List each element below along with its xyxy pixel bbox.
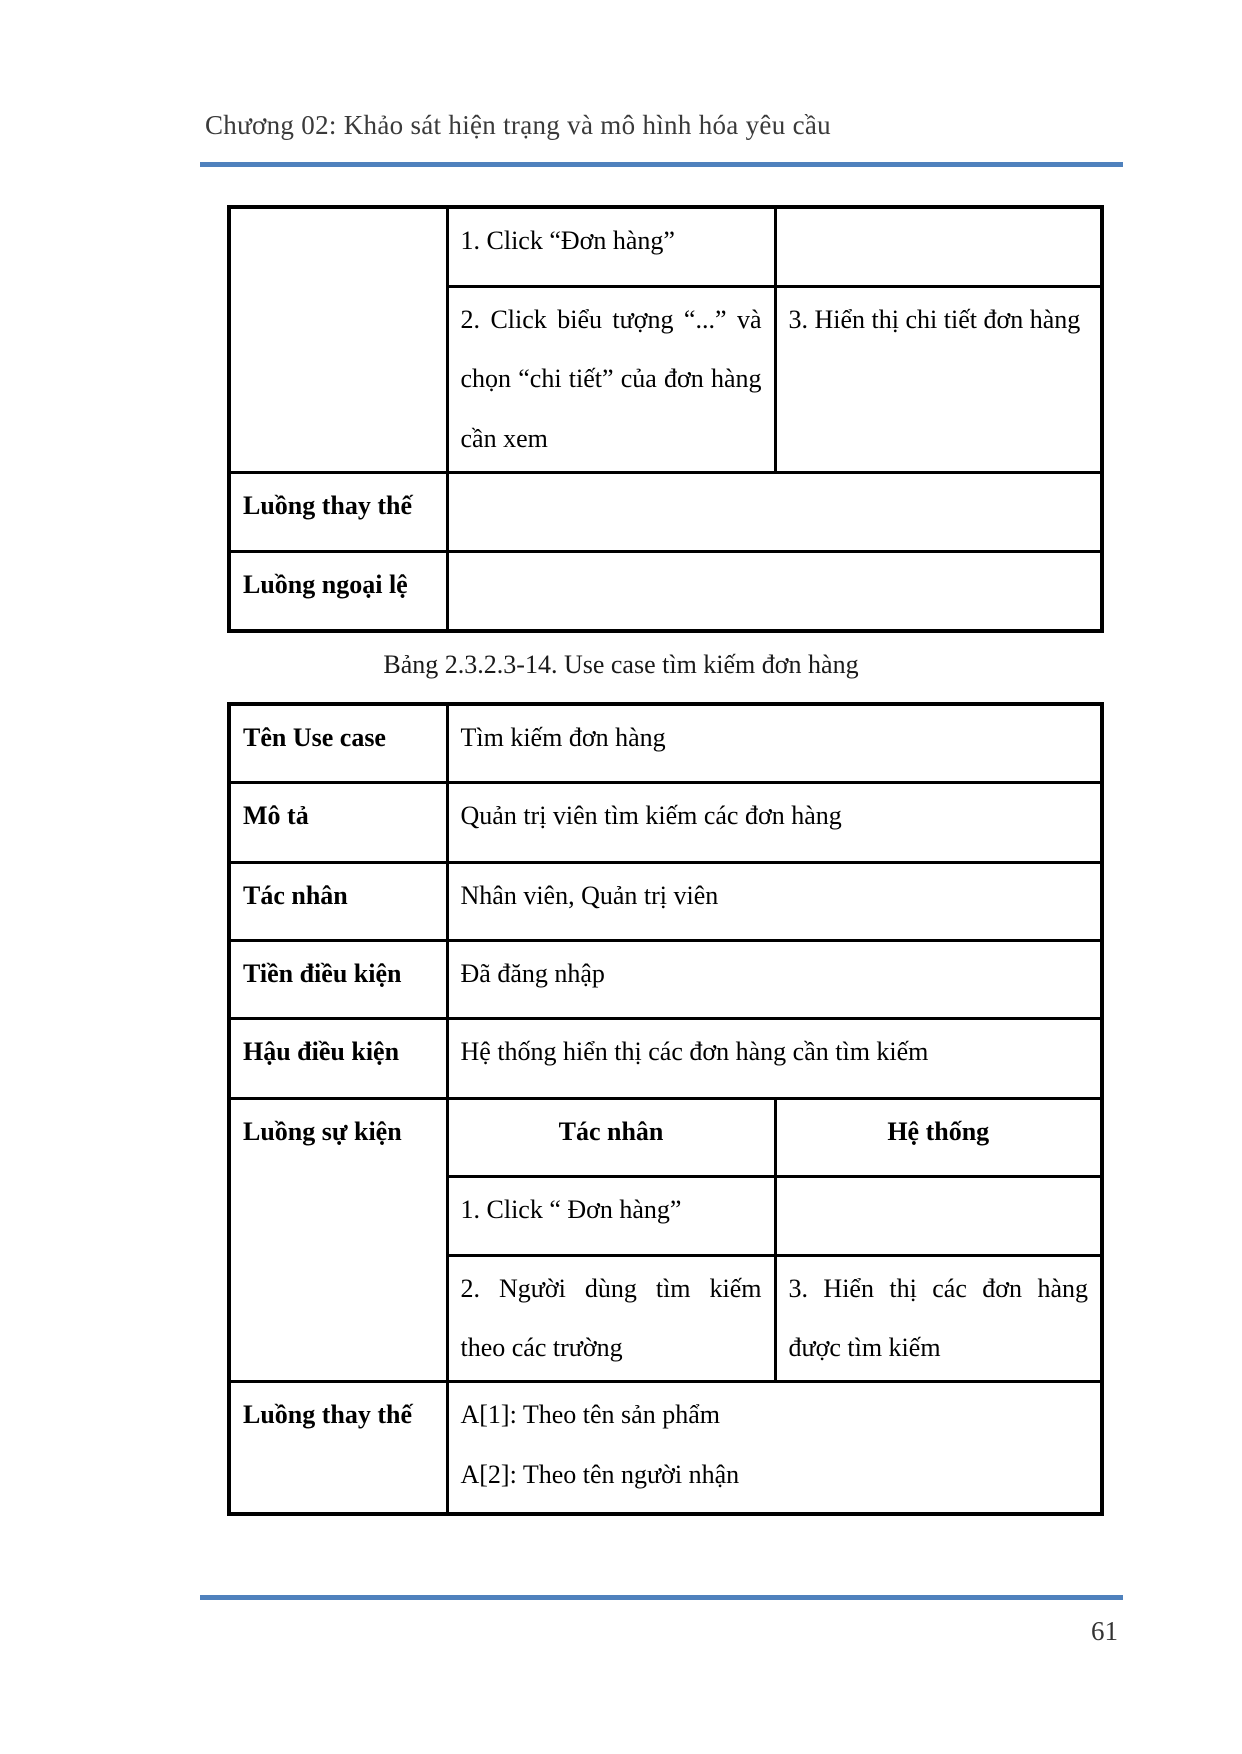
t2-row-label: Tác nhân bbox=[229, 862, 447, 940]
t2-step1-actor-cell: 1. Click “ Đơn hàng” bbox=[447, 1176, 775, 1255]
t2-event-flow-system-header: Hệ thống bbox=[775, 1098, 1102, 1176]
t1-step1-system-cell bbox=[775, 207, 1102, 286]
t1-exception-flow-value-cell bbox=[447, 551, 1102, 631]
t1-alt-flow-label: Luồng thay thế bbox=[229, 472, 447, 551]
t2-row-value: Đã đăng nhập bbox=[447, 940, 1102, 1018]
t2-alt-flow-label: Luồng thay thế bbox=[229, 1382, 447, 1514]
t2-row-label: Tên Use case bbox=[229, 704, 447, 782]
t2-row-value: Quản trị viên tìm kiếm các đơn hàng bbox=[447, 782, 1102, 862]
t2-alt-flow-value-cell bbox=[447, 1382, 1102, 1514]
t1-step2-system-cell: 3. Hiển thị chi tiết đơn hàng bbox=[775, 286, 1102, 472]
t2-row-label: Tiền điều kiện bbox=[229, 940, 447, 1018]
t1-step1-actor-cell: 1. Click “Đơn hàng” bbox=[447, 207, 775, 286]
event-flow-empty-label-cell bbox=[229, 207, 447, 472]
t2-event-flow-label: Luồng sự kiện bbox=[229, 1098, 447, 1382]
t1-exception-flow-label: Luồng ngoại lệ bbox=[229, 551, 447, 631]
t2-step2-actor-cell: 2. Người dùng tìm kiếm theo các trường bbox=[447, 1255, 775, 1382]
footer-rule bbox=[200, 1595, 1123, 1600]
t2-row-label: Hậu điều kiện bbox=[229, 1018, 447, 1098]
t1-alt-flow-value-cell bbox=[447, 472, 1102, 551]
table-caption: Bảng 2.3.2.3-14. Use case tìm kiếm đơn hàng bbox=[383, 650, 859, 679]
t2-row-label: Mô tả bbox=[229, 782, 447, 862]
t2-row-value: Nhân viên, Quản trị viên bbox=[447, 862, 1102, 940]
t2-alt-flow-line1: A[1]: Theo tên sản phẩm bbox=[460, 1400, 720, 1430]
t2-alt-flow-line2: A[2]: Theo tên người nhận bbox=[460, 1459, 740, 1489]
use-case-continuation-table bbox=[227, 205, 1104, 633]
t1-step2-actor-cell: 2. Click biểu tượng “...” và chọn “chi tiết” của đơn hàng cần xem bbox=[447, 286, 775, 472]
header-rule bbox=[200, 162, 1123, 167]
t2-event-flow-actor-header: Tác nhân bbox=[447, 1098, 775, 1176]
t2-step2-system-cell: 3. Hiển thị các đơn hàng được tìm kiếm bbox=[775, 1255, 1102, 1382]
t2-row-value: Hệ thống hiển thị các đơn hàng cần tìm kiếm bbox=[447, 1018, 1102, 1098]
chapter-header: Chương 02: Khảo sát hiện trạng và mô hình hóa yêu cầu bbox=[205, 110, 831, 140]
page-number: 61 bbox=[1091, 1616, 1118, 1646]
t2-row-value: Tìm kiếm đơn hàng bbox=[447, 704, 1102, 782]
use-case-table bbox=[227, 702, 1104, 1516]
t2-step1-system-cell bbox=[775, 1176, 1102, 1255]
